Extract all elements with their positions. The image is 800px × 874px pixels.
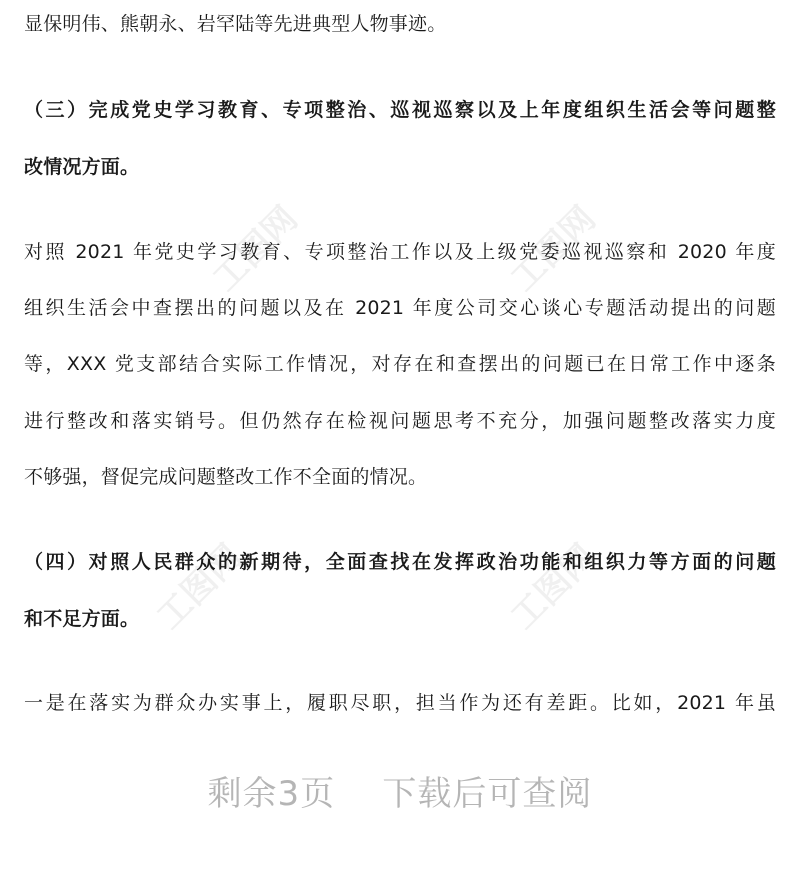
- watermark: 工图网: [503, 198, 604, 300]
- download-prompt-bar: [0, 758, 800, 838]
- section-heading-line: 改情况方面。: [24, 156, 140, 178]
- paragraph-line: 一是在落实为群众办实事上，履职尽职，担当作为还有差距。比如，2021 年虽: [24, 692, 776, 714]
- paragraph-line: 进行整改和落实销号。但仍然存在检视问题思考不充分，加强问题整改落实力度: [24, 410, 776, 432]
- section-heading-line: （四）对照人民群众的新期待，全面查找在发挥政治功能和组织力等方面的问题: [24, 551, 776, 573]
- watermark: 工图网: [503, 536, 604, 638]
- section-heading-line: （三）完成党史学习教育、专项整治、巡视巡察以及上年度组织生活会等问题整: [24, 99, 776, 121]
- watermark: 工图网: [149, 536, 250, 638]
- paragraph-line: 对照 2021 年党史学习教育、专项整治工作以及上级党委巡视巡察和 2020 年度: [24, 241, 776, 263]
- section-heading-line: 和不足方面。: [24, 608, 140, 630]
- paragraph-line: 不够强，督促完成问题整改工作不全面的情况。: [24, 466, 428, 488]
- paragraph-line: 组织生活会中查摆出的问题以及在 2021 年度公司交心谈心专题活动提出的问题: [24, 297, 776, 319]
- watermark: 工图网: [205, 198, 306, 300]
- download-prompt-link[interactable]: 剩余3页 下载后可查阅: [207, 774, 593, 814]
- paragraph-line: 等，XXX 党支部结合实际工作情况，对存在和查摆出的问题已在日常工作中逐条: [24, 353, 776, 375]
- paragraph-line: 显保明伟、熊朝永、岩罕陆等先进典型人物事迹。: [24, 13, 447, 35]
